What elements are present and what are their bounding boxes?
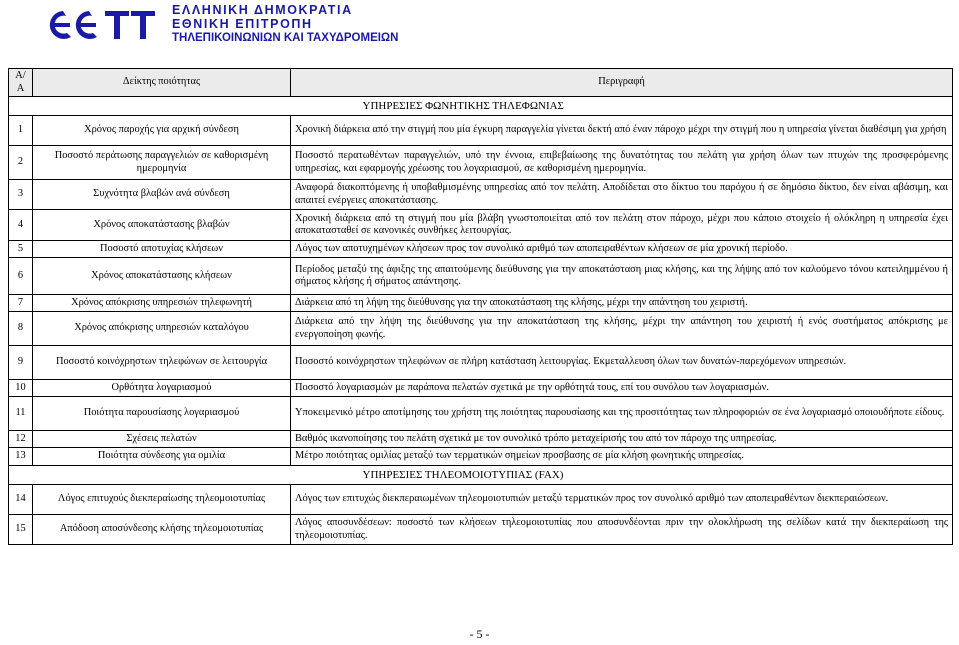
row-number: 14	[9, 485, 33, 515]
table-header-row	[9, 69, 953, 97]
row-number: 5	[9, 241, 33, 258]
indicator-name: Χρόνος αποκατάστασης κλήσεων	[33, 258, 291, 295]
page-number: - 5 -	[469, 627, 490, 641]
indicator-description: Λόγος των επιτυχώς διεκπεραιωμένων τηλεομοιοτυπιών μεταξύ τερματικών προς τον συνολικό αριθμό των αποπειραθέντων διεκπεραιώσεων.	[291, 485, 953, 515]
row-number: 8	[9, 312, 33, 346]
indicator-name: Απόδοση αποσύνδεσης κλήσης τηλεομοιοτυπίας	[33, 515, 291, 545]
indicator-description: Ποσοστό λογαριασμών με παράπονα πελατών σχετικά με την ορθότητά τους, επί του συνόλου των λογαριασμών.	[291, 380, 953, 397]
indicator-name: Σχέσεις πελατών	[33, 431, 291, 448]
column-header-indicator: Δείκτης ποιότητας	[33, 69, 291, 97]
table-row	[9, 346, 953, 380]
table-row	[9, 312, 953, 346]
table-row	[9, 295, 953, 312]
row-number: 6	[9, 258, 33, 295]
indicator-name: Χρόνος αποκατάστασης βλαβών	[33, 210, 291, 241]
row-number: 2	[9, 146, 33, 180]
quality-indicators-table-wrapper	[8, 68, 952, 545]
indicator-description: Υποκειμενικό μέτρο αποτίμησης του χρήστη της ποιότητας παρουσίασης και της προσιτότητας των πληροφοριών σε ένα λογαριασμό οποιουδήποτε είδους.	[291, 397, 953, 431]
indicator-name: Χρόνος απόκρισης υπηρεσιών καταλόγου	[33, 312, 291, 346]
table-row	[9, 210, 953, 241]
indicator-name: Συχνότητα βλαβών ανά σύνδεση	[33, 180, 291, 210]
indicator-description: Βαθμός ικανοποίησης του πελάτη σχετικά με τον συνολικό τρόπο μεταχείρισής του από τον πάροχο της υπηρεσίας.	[291, 431, 953, 448]
org-line-3: ΤΗΛΕΠΙΚΟΙΝΩΝΙΩΝ ΚΑΙ ΤΑΧΥΔΡΟΜΕΙΩΝ	[172, 32, 399, 44]
indicator-name: Χρόνος απόκρισης υπηρεσιών τηλεφωνητή	[33, 295, 291, 312]
section-title-voice: ΥΠΗΡΕΣΙΕΣ ΦΩΝΗΤΙΚΗΣ ΤΗΛΕΦΩΝΙΑΣ	[291, 97, 953, 116]
indicator-description: Αναφορά διακοπτόμενης ή υποβαθμισμένης υπηρεσίας από τον πελάτη. Αποδίδεται στο δίκτυο του παρόχου ή σε δημόσιο δίκτυο, δεν είναι αβάσιμη, και απαιτεί ενέργειες αποκατάστασης.	[291, 180, 953, 210]
column-header-aa: Α/Α	[9, 69, 33, 97]
row-number: 9	[9, 346, 33, 380]
indicator-name: Λόγος επιτυχούς διεκπεραίωσης τηλεομοιοτυπίας	[33, 485, 291, 515]
row-number: 3	[9, 180, 33, 210]
row-number: 7	[9, 295, 33, 312]
section-title-fax: ΥΠΗΡΕΣΙΕΣ ΤΗΛΕΟΜΟΙΟΤΥΠΙΑΣ (FAX)	[291, 466, 953, 485]
table-row	[9, 180, 953, 210]
indicator-name: Ποιότητα παρουσίασης λογαριασμού	[33, 397, 291, 431]
org-line-1: ΕΛΛΗΝΙΚΗ ΔΗΜΟΚΡΑΤΙΑ	[172, 3, 353, 17]
indicator-name: Χρόνος παροχής για αρχική σύνδεση	[33, 116, 291, 146]
indicator-description: Ποσοστό περατωθέντων παραγγελιών, υπό την έννοια, επιβεβαίωσης της δυνατότητας του πελάτη για χρήση όλων των πτυχών της προσφερόμενης υπηρεσίας, και εφαρμογής χρέωσης του λογαριασμού, σε καθορισμένη ημερομηνία.	[291, 146, 953, 180]
indicator-name: Ορθότητα λογαριασμού	[33, 380, 291, 397]
row-number: 1	[9, 116, 33, 146]
indicator-description: Χρονική διάρκεια από τη στιγμή που μία βλάβη γνωστοποιείται από τον πελάτη στον πάροχο, μέχρι που κάποιο στοιχείο ή ολόκληρη η υπηρεσία έχει αποκατασταθεί σε κανονικές συνθήκες λειτουργίας.	[291, 210, 953, 241]
indicator-name: Ποιότητα σύνδεσης για ομιλία	[33, 448, 291, 466]
quality-indicators-table	[8, 68, 953, 545]
table-row	[9, 258, 953, 295]
row-number: 13	[9, 448, 33, 466]
table-row	[9, 448, 953, 466]
row-number: 12	[9, 431, 33, 448]
table-row	[9, 146, 953, 180]
organization-name	[172, 3, 398, 45]
section-row-fax	[9, 466, 953, 485]
row-number: 4	[9, 210, 33, 241]
table-row	[9, 116, 953, 146]
indicator-description: Ποσοστό κοινόχρηστων τηλεφώνων σε πλήρη κατάσταση λειτουργίας. Εκμεταλλευση όλων των δυνατών-παρεχόμενων υπηρεσιών.	[291, 346, 953, 380]
indicator-name: Ποσοστό περάτωσης παραγγελιών σε καθορισμένη ημερομηνία	[33, 146, 291, 180]
org-line-2: ΕΘΝΙΚΗ ΕΠΙΤΡΟΠΗ	[172, 17, 313, 31]
indicator-description: Μέτρο ποιότητας ομιλίας μεταξύ των τερματικών σημείων προσβασης σε μία κλήση φωνητικής υπηρεσίας.	[291, 448, 953, 466]
row-number: 15	[9, 515, 33, 545]
table-row	[9, 397, 953, 431]
indicator-description: Διάρκεια από τη λήψη της διεύθυνσης για την αποκατάσταση της κλήσης, μέχρι την απάντηση του χειριστή.	[291, 295, 953, 312]
column-header-description: Περιγραφή	[291, 69, 953, 97]
letterhead	[0, 0, 959, 62]
indicator-description: Περίοδος μεταξύ της άφιξης της απαιτούμενης διεύθυνσης για την αποκατάσταση μιας κλήσης, και της λήψης από τον καλούμενο τόνου κατειλημμένου ή σήματος κλήσης ή σήματος απάντησης.	[291, 258, 953, 295]
table-row	[9, 241, 953, 258]
indicator-description: Λόγος των αποτυχημένων κλήσεων προς τον συνολικό αριθμό των αποπειραθέντων κλήσεων σε μία χρονική περίοδο.	[291, 241, 953, 258]
row-number: 10	[9, 380, 33, 397]
table-row	[9, 515, 953, 545]
eett-logo	[45, 7, 160, 43]
table-row	[9, 431, 953, 448]
section-row-voice	[9, 97, 953, 116]
indicator-description: Διάρκεια από την λήψη της διεύθυνσης για την αποκατάσταση της κλήσης, μέχρι την απάντηση του χειριστή ή ενός συστήματος απόκρισης με ενεργοποίηση φωνής.	[291, 312, 953, 346]
indicator-description: Χρονική διάρκεια από την στιγμή που μία έγκυρη παραγγελία γίνεται δεκτή από έναν πάροχο μέχρι την στιγμή που η υπηρεσία γίνεται διαθέσιμη για χρήση	[291, 116, 953, 146]
indicator-description: Λόγος αποσυνδέσεων: ποσοστό των κλήσεων τηλεομοιοτυπίας που αποσυνδέονται πριν την ολοκλήρωση της σελίδων κατά την διεκπεραίωση της τηλεομοιοτυπίας.	[291, 515, 953, 545]
row-number: 11	[9, 397, 33, 431]
indicator-name: Ποσοστό κοινόχρηστων τηλεφώνων σε λειτουργία	[33, 346, 291, 380]
indicator-name: Ποσοστό αποτυχίας κλήσεων	[33, 241, 291, 258]
table-row	[9, 485, 953, 515]
table-row	[9, 380, 953, 397]
